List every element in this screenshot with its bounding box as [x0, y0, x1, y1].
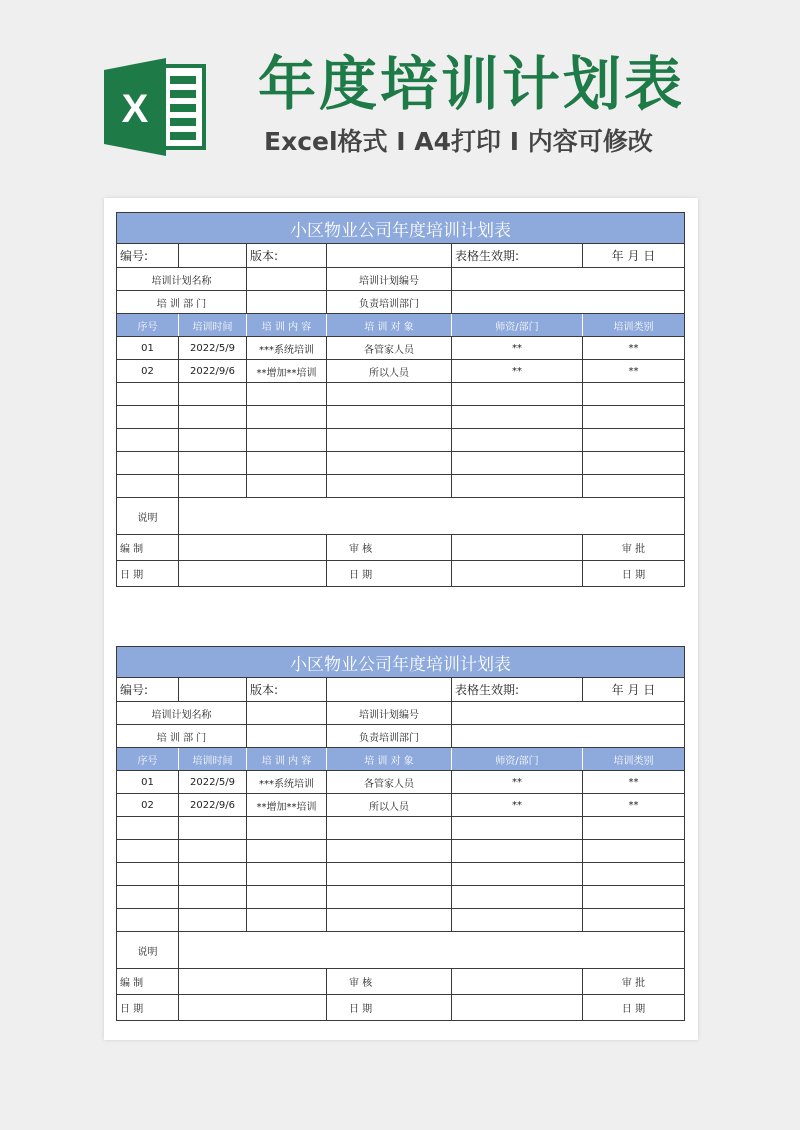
- table-row-empty: [117, 840, 685, 863]
- compile-label: 编 制: [117, 535, 179, 561]
- plan-name-label: 培训计划名称: [117, 268, 247, 291]
- cell-empty[interactable]: [117, 840, 179, 863]
- resp-dept-label: 负责培训部门: [327, 725, 452, 748]
- cell-empty[interactable]: [583, 817, 685, 840]
- cell-empty[interactable]: [179, 429, 247, 452]
- note-label: 说明: [117, 498, 179, 535]
- cell-empty[interactable]: [452, 475, 583, 498]
- cell-empty[interactable]: [583, 383, 685, 406]
- effective-date-field[interactable]: 年 月 日: [583, 244, 685, 268]
- cell-empty[interactable]: [179, 817, 247, 840]
- date-label: 日 期: [117, 995, 179, 1021]
- effective-date-label: 表格生效期:: [452, 244, 583, 268]
- cell-time[interactable]: 2022/5/9: [179, 771, 247, 794]
- cell-empty[interactable]: [179, 475, 247, 498]
- dept-field[interactable]: [247, 725, 327, 748]
- review-label: 审 核: [327, 535, 452, 561]
- cell-empty[interactable]: [327, 863, 452, 886]
- cell-empty[interactable]: [583, 886, 685, 909]
- cell-empty[interactable]: [452, 909, 583, 932]
- training-plan-sheet-2: [116, 646, 684, 1021]
- plan-code-field[interactable]: [452, 268, 685, 291]
- table-row-empty: [117, 429, 685, 452]
- plan-name-label: 培训计划名称: [117, 702, 247, 725]
- compile-field[interactable]: [179, 535, 327, 561]
- table-row-empty: [117, 909, 685, 932]
- cell-empty[interactable]: [247, 840, 327, 863]
- cell-empty[interactable]: [247, 475, 327, 498]
- version-field[interactable]: [327, 678, 452, 702]
- plan-name-field[interactable]: [247, 268, 327, 291]
- cell-time[interactable]: 2022/9/6: [179, 794, 247, 817]
- cell-target[interactable]: 所以人员: [327, 360, 452, 383]
- cell-empty[interactable]: [117, 406, 179, 429]
- cell-empty[interactable]: [117, 383, 179, 406]
- col-header-teacher: 师资/部门: [452, 314, 583, 337]
- cell-empty[interactable]: [117, 452, 179, 475]
- table-row: [117, 337, 685, 360]
- cell-empty[interactable]: [179, 886, 247, 909]
- cell-empty[interactable]: [452, 817, 583, 840]
- excel-logo-icon: [104, 58, 210, 156]
- dept-label: 培 训 部 门: [117, 291, 247, 314]
- number-field[interactable]: [179, 678, 247, 702]
- col-header-target: 培 训 对 象: [327, 748, 452, 771]
- cell-index[interactable]: 02: [117, 794, 179, 817]
- cell-empty[interactable]: [117, 886, 179, 909]
- cell-empty[interactable]: [327, 429, 452, 452]
- col-header-index: 序号: [117, 748, 179, 771]
- cell-category[interactable]: **: [583, 794, 685, 817]
- cell-empty[interactable]: [583, 406, 685, 429]
- cell-empty[interactable]: [247, 886, 327, 909]
- cell-empty[interactable]: [179, 840, 247, 863]
- table-row-empty: [117, 886, 685, 909]
- cell-teacher[interactable]: **: [452, 794, 583, 817]
- col-header-category: 培训类别: [583, 314, 685, 337]
- cell-empty[interactable]: [247, 909, 327, 932]
- table-row-empty: [117, 817, 685, 840]
- compile-label: 编 制: [117, 969, 179, 995]
- table-header-row: [117, 314, 685, 337]
- form-paper: [104, 198, 698, 1040]
- cell-teacher[interactable]: **: [452, 360, 583, 383]
- col-header-index: 序号: [117, 314, 179, 337]
- cell-empty[interactable]: [247, 406, 327, 429]
- review-date-field[interactable]: [452, 995, 583, 1021]
- cell-empty[interactable]: [452, 406, 583, 429]
- table-row: [117, 794, 685, 817]
- cell-empty[interactable]: [327, 840, 452, 863]
- training-plan-table: [116, 212, 685, 587]
- cell-empty[interactable]: [117, 909, 179, 932]
- cell-empty[interactable]: [179, 383, 247, 406]
- number-label: 编号:: [117, 244, 179, 268]
- cell-content[interactable]: ***系统培训: [247, 771, 327, 794]
- effective-date-label: 表格生效期:: [452, 678, 583, 702]
- number-field[interactable]: [179, 244, 247, 268]
- col-header-time: 培训时间: [179, 314, 247, 337]
- note-field[interactable]: [179, 498, 685, 535]
- cell-empty[interactable]: [117, 475, 179, 498]
- review-date-label: 日 期: [327, 561, 452, 587]
- review-date-field[interactable]: [452, 561, 583, 587]
- page-subtitle: Excel格式 I A4打印 I 内容可修改: [264, 127, 653, 156]
- number-label: 编号:: [117, 678, 179, 702]
- approve-label: 审 批: [583, 969, 685, 995]
- dept-label: 培 训 部 门: [117, 725, 247, 748]
- dept-field[interactable]: [247, 291, 327, 314]
- cell-empty[interactable]: [247, 863, 327, 886]
- cell-category[interactable]: **: [583, 360, 685, 383]
- cell-empty[interactable]: [327, 909, 452, 932]
- cell-empty[interactable]: [247, 452, 327, 475]
- table-row-empty: [117, 383, 685, 406]
- cell-target[interactable]: 所以人员: [327, 794, 452, 817]
- compile-date-field[interactable]: [179, 561, 327, 587]
- form-title: 小区物业公司年度培训计划表: [117, 213, 685, 244]
- review-label: 审 核: [327, 969, 452, 995]
- banner: [0, 0, 800, 190]
- cell-empty[interactable]: [179, 452, 247, 475]
- cell-content[interactable]: **增加**培训: [247, 360, 327, 383]
- training-plan-table: [116, 646, 685, 1021]
- review-date-label: 日 期: [327, 995, 452, 1021]
- note-field[interactable]: [179, 932, 685, 969]
- cell-empty[interactable]: [583, 909, 685, 932]
- cell-time[interactable]: 2022/5/9: [179, 337, 247, 360]
- approve-date-label: 日 期: [583, 995, 685, 1021]
- cell-index[interactable]: 01: [117, 337, 179, 360]
- cell-empty[interactable]: [452, 429, 583, 452]
- table-row-empty: [117, 475, 685, 498]
- cell-time[interactable]: 2022/9/6: [179, 360, 247, 383]
- cell-category[interactable]: **: [583, 771, 685, 794]
- note-label: 说明: [117, 932, 179, 969]
- cell-empty[interactable]: [452, 863, 583, 886]
- cell-empty[interactable]: [117, 863, 179, 886]
- cell-index[interactable]: 01: [117, 771, 179, 794]
- cell-empty[interactable]: [247, 383, 327, 406]
- cell-content[interactable]: **增加**培训: [247, 794, 327, 817]
- training-plan-sheet-1: [116, 212, 684, 587]
- col-header-content: 培 训 内 容: [247, 748, 327, 771]
- cell-empty[interactable]: [327, 406, 452, 429]
- col-header-category: 培训类别: [583, 748, 685, 771]
- cell-empty[interactable]: [452, 886, 583, 909]
- table-row: [117, 771, 685, 794]
- page-title: 年度培训计划表: [258, 50, 686, 118]
- table-row-empty: [117, 452, 685, 475]
- logo-letter: X: [121, 87, 149, 131]
- cell-content[interactable]: ***系统培训: [247, 337, 327, 360]
- version-label: 版本:: [247, 678, 327, 702]
- cell-empty[interactable]: [247, 429, 327, 452]
- plan-code-field[interactable]: [452, 702, 685, 725]
- review-field[interactable]: [452, 969, 583, 995]
- approve-label: 审 批: [583, 535, 685, 561]
- cell-empty[interactable]: [179, 863, 247, 886]
- resp-dept-field[interactable]: [452, 291, 685, 314]
- table-row: [117, 360, 685, 383]
- cell-empty[interactable]: [583, 429, 685, 452]
- cell-teacher[interactable]: **: [452, 337, 583, 360]
- cell-empty[interactable]: [452, 452, 583, 475]
- cell-empty[interactable]: [327, 886, 452, 909]
- resp-dept-field[interactable]: [452, 725, 685, 748]
- cell-empty[interactable]: [247, 817, 327, 840]
- compile-field[interactable]: [179, 969, 327, 995]
- resp-dept-label: 负责培训部门: [327, 291, 452, 314]
- cell-empty[interactable]: [583, 475, 685, 498]
- cell-empty[interactable]: [583, 863, 685, 886]
- cell-empty[interactable]: [583, 840, 685, 863]
- date-label: 日 期: [117, 561, 179, 587]
- compile-date-field[interactable]: [179, 995, 327, 1021]
- version-label: 版本:: [247, 244, 327, 268]
- col-header-teacher: 师资/部门: [452, 748, 583, 771]
- col-header-target: 培 训 对 象: [327, 314, 452, 337]
- cell-empty[interactable]: [452, 383, 583, 406]
- cell-empty[interactable]: [327, 452, 452, 475]
- plan-code-label: 培训计划编号: [327, 268, 452, 291]
- plan-code-label: 培训计划编号: [327, 702, 452, 725]
- review-field[interactable]: [452, 535, 583, 561]
- version-field[interactable]: [327, 244, 452, 268]
- col-header-content: 培 训 内 容: [247, 314, 327, 337]
- cell-empty[interactable]: [327, 475, 452, 498]
- cell-index[interactable]: 02: [117, 360, 179, 383]
- cell-empty[interactable]: [179, 909, 247, 932]
- cell-target[interactable]: 各管家人员: [327, 337, 452, 360]
- cell-empty[interactable]: [179, 406, 247, 429]
- cell-empty[interactable]: [117, 429, 179, 452]
- cell-category[interactable]: **: [583, 337, 685, 360]
- cell-empty[interactable]: [327, 383, 452, 406]
- cell-empty[interactable]: [452, 840, 583, 863]
- cell-empty[interactable]: [327, 817, 452, 840]
- cell-empty[interactable]: [117, 817, 179, 840]
- cell-teacher[interactable]: **: [452, 771, 583, 794]
- effective-date-field[interactable]: 年 月 日: [583, 678, 685, 702]
- col-header-time: 培训时间: [179, 748, 247, 771]
- table-row-empty: [117, 863, 685, 886]
- form-title: 小区物业公司年度培训计划表: [117, 647, 685, 678]
- cell-target[interactable]: 各管家人员: [327, 771, 452, 794]
- table-row-empty: [117, 406, 685, 429]
- approve-date-label: 日 期: [583, 561, 685, 587]
- cell-empty[interactable]: [583, 452, 685, 475]
- plan-name-field[interactable]: [247, 702, 327, 725]
- table-header-row: [117, 748, 685, 771]
